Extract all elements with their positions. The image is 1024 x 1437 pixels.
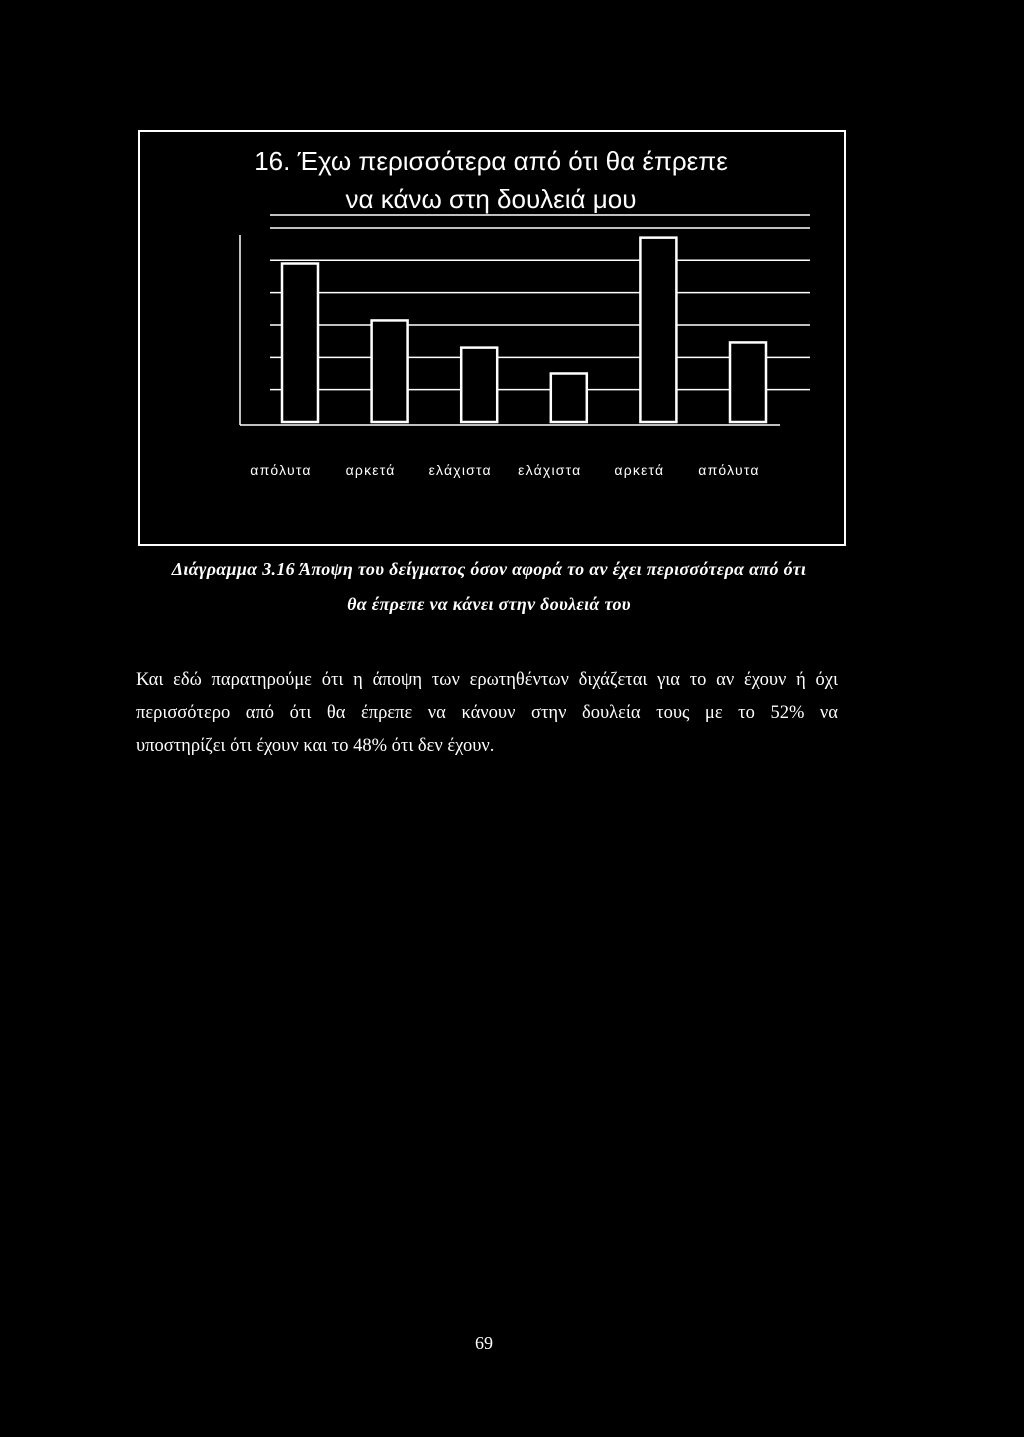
bar [461, 348, 497, 422]
caption-text-1: Άποψη του δείγματος όσον αφορά το αν έχει περισσότερα από ότι [299, 559, 807, 579]
caption-line-2: θα έπρεπε να κάνει στην δουλειά του [347, 594, 631, 614]
category-label: ελάχιστα [428, 462, 492, 478]
bar [640, 238, 676, 422]
bar-chart [138, 130, 848, 548]
paragraph-line-2: περισσότερο από ότι θα έπρεπε να κάνουν στην δουλεία τους με το 52% να [136, 703, 838, 723]
page-number: 69 [475, 1333, 493, 1353]
axis-layer [240, 235, 780, 425]
bar [372, 320, 408, 422]
category-label: αρκετά [345, 462, 396, 478]
bar [551, 373, 587, 422]
figure-caption [109, 552, 869, 622]
bar-layer [282, 238, 766, 422]
caption-label: Διάγραμμα 3.16 [171, 559, 295, 579]
bar [282, 264, 318, 422]
category-label: ελάχιστα [518, 462, 582, 478]
category-label: αρκετά [614, 462, 665, 478]
category-label: απόλυτα [698, 462, 760, 478]
paragraph-line-3: υποστηρίζει ότι έχουν και το 48% ότι δεν έχουν. [136, 736, 495, 756]
paragraph-line-1: Και εδώ παρατηρούμε ότι η άποψη των ερωτηθέντων διχάζεται για το αν έχουν ή όχι [136, 670, 838, 690]
body-paragraph [136, 664, 838, 763]
chart-title-line-2: να κάνω στη δουλειά μου [345, 184, 637, 214]
bar [730, 342, 766, 422]
category-label: απόλυτα [250, 462, 312, 478]
chart-title-line-1: 16. Έχω περισσότερα από ότι θα έπρεπε [254, 146, 728, 176]
caption-line-1 [109, 552, 869, 587]
category-label-layer [250, 462, 759, 478]
